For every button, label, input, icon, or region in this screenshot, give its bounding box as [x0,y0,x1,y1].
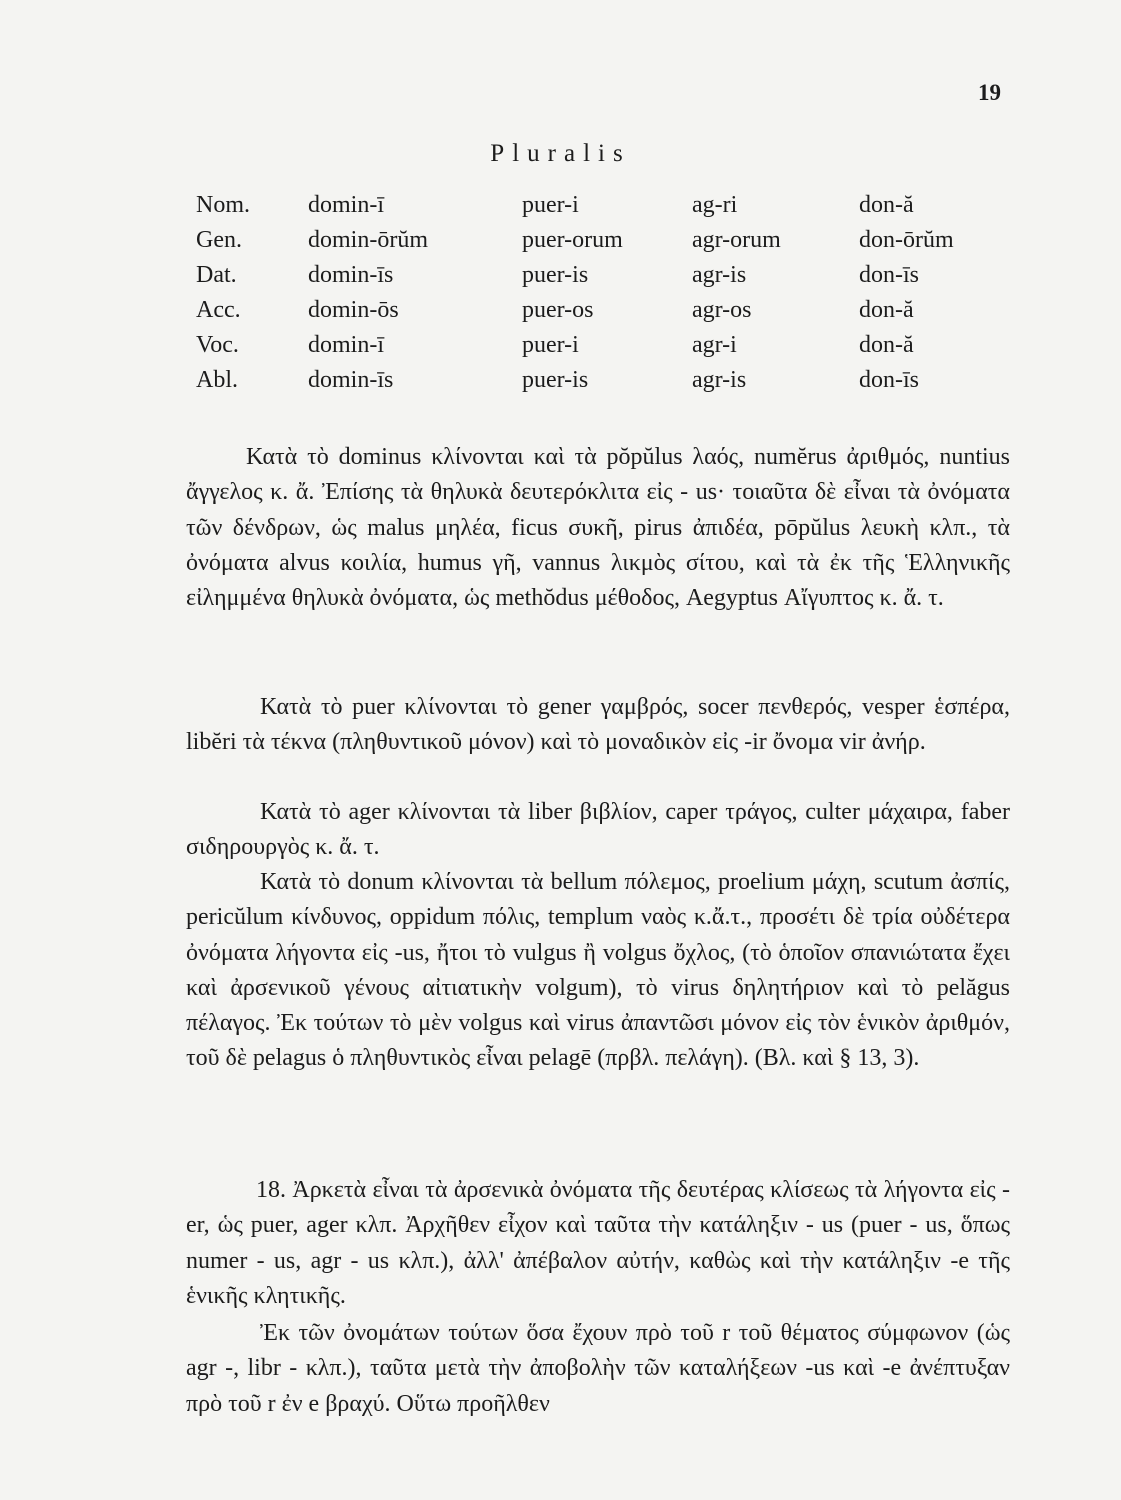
form-donum: don-ă [859,192,914,218]
paragraph-ager [186,795,1010,866]
page-number: 19 [978,80,1001,105]
form-dominus: domin-ōrŭm [308,227,428,253]
case-label: Nom. [196,192,250,218]
table-heading: Pluralis [490,140,631,167]
paragraph-text: 18. Ἀρκετὰ εἶναι τὰ ἀρσενικὰ ὀνόματα τῆς δευτέρας κλίσεως τὰ λήγοντα εἰς - er, ὡς puer, ager κλπ. Ἀρχῆθεν εἶχον καὶ ταῦτα τὴν κατάληξιν - us (puer - us, ὅπως numer - us, agr - us κλπ.), ἀλλ' ἀπέβαλον αὐτήν, καθὼς καὶ τὴν κατάληξιν -e τῆς ἑνικῆς κλητικῆς. [186,1177,1010,1309]
paragraph-dominus [186,440,1010,616]
form-puer: puer-i [522,192,579,218]
form-ager: agr-os [692,297,752,323]
paragraph-puer [186,690,1010,761]
paragraph-donum [186,865,1010,1077]
case-label: Acc. [196,297,241,323]
form-puer: puer-i [522,332,579,358]
form-dominus: domin-ī [308,332,384,358]
paragraph-text: Κατὰ τὸ donum κλίνονται τὰ bellum πόλεμος, proelium μάχη, scutum ἀσπίς, pericŭlum κίνδυνος, oppidum πόλις, templum ναὸς κ.ἄ.τ., προσέτι δὲ τρία οὐδέτερα ὀνόματα λήγοντα εἰς -us, ἤτοι τὸ vulgus ἢ volgus ὄχλος, (τὸ ὁποῖον σπανιώτατα ἔχει καὶ ἀρσενικοῦ γένους αἰτιατικὴν volgum), τὸ virus δηλητήριον καὶ τὸ pelăgus πέλαγος. Ἐκ τούτων τὸ μὲν volgus καὶ virus ἀπαντῶσι μόνον εἰς τὸν ἑνικὸν ἀριθμόν, τοῦ δὲ pelagus ὁ πληθυντικὸς εἶναι pelagē (πρβλ. πελάγη). (Βλ. καὶ § 13, 3). [186,869,1010,1072]
paragraph-consonant-stems [186,1316,1010,1422]
paragraph-text: Ἐκ τῶν ὀνομάτων τούτων ὅσα ἔχουν πρὸ τοῦ r τοῦ θέματος σύμφωνον (ὡς agr -, libr - κλπ.), ταῦτα μετὰ τὴν ἀποβολὴν τῶν καταλήξεων -us καὶ -e ἀνέπτυξαν πρὸ τοῦ r ἐν e βραχύ. Οὕτω προῆλθεν [186,1320,1010,1417]
form-ager: agr-is [692,262,747,288]
form-puer: puer-os [522,297,594,323]
form-donum: don-ōrŭm [859,227,954,253]
form-ager: agr-i [692,332,737,358]
form-ager: agr-orum [692,227,781,253]
form-donum: don-īs [859,367,919,393]
case-label: Dat. [196,262,237,288]
form-dominus: domin-ī [308,192,384,218]
form-puer: puer-orum [522,227,623,253]
paragraph-text: Κατὰ τὸ puer κλίνονται τὸ gener γαμβρός, socer πενθερός, vesper ἑσπέρα, libĕri τὰ τέκνα (πληθυντικοῦ μόνον) καὶ τὸ μοναδικὸν εἰς -ir ὄνομα vir ἀνήρ. [186,694,1010,756]
form-donum: don-ă [859,297,914,323]
case-label: Gen. [196,227,242,253]
form-puer: puer-is [522,262,589,288]
table-row [196,332,1016,367]
paragraph-text: Κατὰ τὸ ager κλίνονται τὰ liber βιβλίον, caper τράγος, culter μάχαιρα, faber σιδηρουργὸς κ. ἄ. τ. [186,799,1010,861]
case-label: Voc. [196,332,239,358]
form-ager: ag-ri [692,192,738,218]
form-dominus: domin-ōs [308,297,399,323]
table-row [196,262,1016,297]
table-row [196,367,1016,402]
form-dominus: domin-īs [308,262,394,288]
form-dominus: domin-īs [308,367,394,393]
paragraph-text: Κατὰ τὸ dominus κλίνονται καὶ τὰ pŏpŭlus λαός, numĕrus ἀριθμός, nuntius ἄγγελος κ. ἄ. Ἐπίσης τὰ θηλυκὰ δευτερόκλιτα εἰς - us· τοιαῦτα δὲ εἶναι τὰ ὀνόματα τῶν δένδρων, ὡς malus μηλέα, ficus συκῆ, pirus ἀπιδέα, pōpŭlus λευκὴ κλπ., τὰ ὀνόματα alvus κοιλία, humus γῆ, vannus λικμὸς σίτου, καὶ τὰ ἐκ τῆς Ἑλληνικῆς εἰλημμένα θηλυκὰ ὀνόματα, ὡς methŏdus μέθοδος, Aegyptus Αἴγυπτος κ. ἄ. τ. [186,444,1010,612]
form-puer: puer-is [522,367,589,393]
table-row [196,192,1016,227]
form-ager: agr-is [692,367,747,393]
table-row [196,227,1016,262]
paragraph-section-18 [186,1173,1010,1314]
declension-table [196,192,1016,402]
table-row [196,297,1016,332]
form-donum: don-īs [859,262,919,288]
form-donum: don-ă [859,332,914,358]
case-label: Abl. [196,367,238,393]
